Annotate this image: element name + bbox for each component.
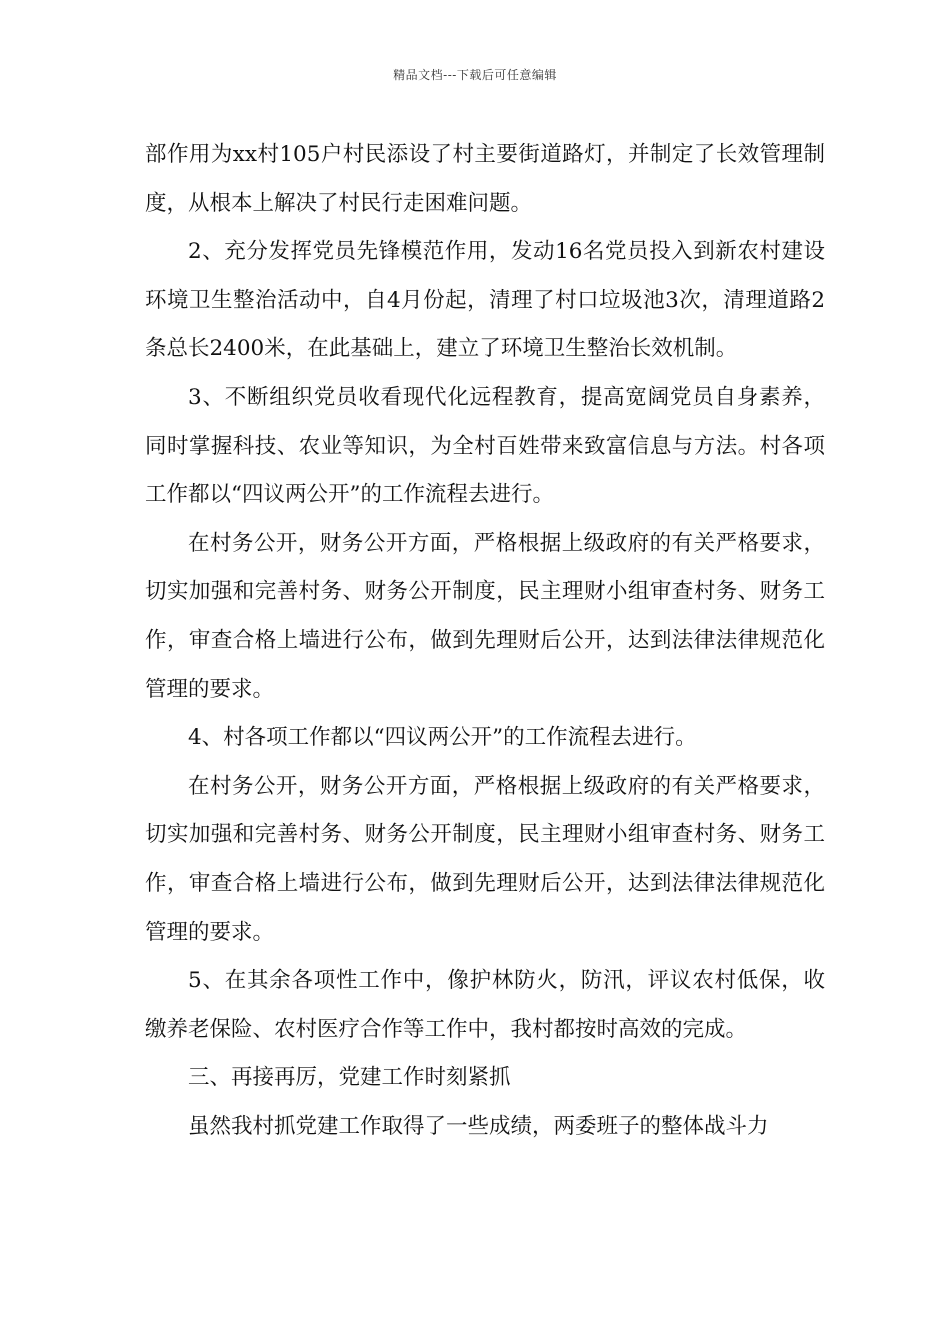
document-body [145, 131, 825, 1151]
paragraph-3: 3、不断组织党员收看现代化远程教育，提高宽阔党员自身素养，同时掌握科技、农业等知识，为全村百姓带来致富信息与方法。村各项工作都以“四议两公开”的工作流程去进行。 [145, 384, 825, 508]
paragraph-7: 5、在其余各项性工作中，像护林防火，防汛，评议农村低保，收缴养老保险、农村医疗合作等工作中，我村都按时高效的完成。 [145, 968, 825, 1042]
paragraph-9: 虽然我村抓党建工作取得了一些成绩，两委班子的整体战斗力 [188, 1113, 769, 1139]
page-header: 精品文档---下载后可任意编辑 [393, 68, 557, 82]
paragraph-1: 部作用为xx村105户村民添设了村主要街道路灯，并制定了长效管理制度，从根本上解决了村民行走困难问题。 [145, 142, 825, 216]
paragraph-6: 在村务公开，财务公开方面，严格根据上级政府的有关严格要求，切实加强和完善村务、财务公开制度，民主理财小组审查村务、财务工作，审查合格上墙进行公布，做到先理财后公开，达到法律法律规范化管理的要求。 [145, 773, 825, 945]
paragraph-4: 在村务公开，财务公开方面，严格根据上级政府的有关严格要求，切实加强和完善村务、财务公开制度，民主理财小组审查村务、财务工作，审查合格上墙进行公布，做到先理财后公开，达到法律法律规范化管理的要求。 [145, 530, 825, 702]
paragraph-5: 4、村各项工作都以“四议两公开”的工作流程去进行。 [188, 725, 697, 751]
paragraph-2: 2、充分发挥党员先锋模范作用，发动16名党员投入到新农村建设环境卫生整治活动中，自4月份起，清理了村口垃圾池3次，清理道路2条总长2400米，在此基础上，建立了环境卫生整治长效机制。 [145, 239, 825, 362]
section-heading: 三、再接再厉，党建工作时刻紧抓 [188, 1065, 511, 1091]
